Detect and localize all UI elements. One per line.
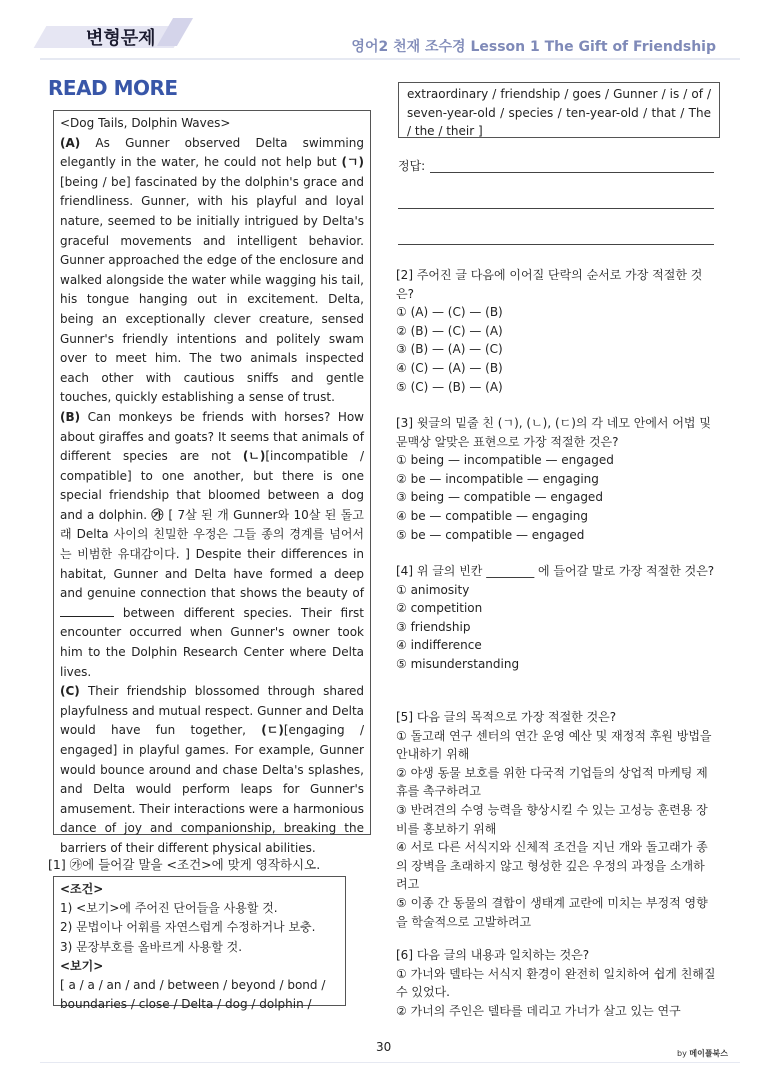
section-title: READ MORE — [48, 76, 178, 100]
paragraph-b — [60, 408, 364, 682]
paragraph-b-text-1: Can monkeys be friends with horses? How about giraffes and goats? It seems that animals of different species are not — [60, 409, 364, 464]
answer-label: 정답: — [398, 159, 426, 173]
paragraph-c — [60, 682, 364, 858]
paragraph-a-text-2: [being / be] fascinated by the dolphin's grace and friendliness. Gunner, with his playful and loyal nature, seemed to be initially intrigued by Delta's graceful movements and intelligent behavior. Gunner approached the edge of the enclosure and walked alongside the water while wagging his tail, his tongue hanging out in excitement. Delta, being an exceptionally clever creature, sensed Gunner's friendly intentions and politely swam over to meet him. The two animals inspected each other with cautious sniffs and gentle touches, quickly establishing a sense of trust. — [60, 174, 364, 405]
paragraph-a — [60, 134, 364, 408]
question-5 — [396, 708, 716, 931]
question-2-prompt: [2] 주어진 글 다음에 이어질 단락의 순서로 가장 적절한 것은? — [396, 268, 703, 301]
paragraph-b-text-4: between different species. Their first encounter occurred when Gunner's owner took him to the Dolphin Research Center where Delta lives. — [60, 605, 364, 679]
question-1-prompt: [1] ㉮에 들어갈 말을 <조건>에 맞게 영작하시오. — [48, 857, 321, 872]
option[interactable]: ⑤ (C) — (B) — (A) — [396, 379, 503, 394]
option[interactable]: ② 야생 동물 보호를 위한 다국적 기업들의 상업적 마케팅 제휴를 촉구하려고 — [396, 765, 708, 799]
header-label: 변형문제 — [86, 28, 156, 49]
word-bank-title: <보기> — [60, 958, 104, 973]
answer-blank — [60, 604, 114, 617]
header-divider — [40, 58, 740, 60]
footer-divider — [40, 1062, 740, 1063]
answer-line-2[interactable] — [398, 208, 714, 209]
paragraph-c-text-1: Their friendship blossomed through shared playfulness and mutual respect. Gunner and Delta would have fun together, — [60, 684, 364, 738]
option[interactable]: ③ (B) — (A) — (C) — [396, 342, 503, 357]
condition-1: 1) <보기>에 주어진 단어들을 사용할 것. — [60, 901, 278, 916]
publisher-brand: 메이플북스 — [689, 1049, 728, 1058]
publisher-credit — [677, 1048, 728, 1059]
option[interactable]: ④ 서로 다른 서식지와 신체적 조건을 지닌 개와 돌고래가 종의 장벽을 초래하지 않고 형성한 깊은 우정의 과정을 소개하려고 — [396, 840, 708, 892]
answer-line-1[interactable] — [430, 172, 714, 173]
mark-giyeok: (ㄱ) — [341, 155, 364, 170]
word-bank-part-1: [ a / a / an / and / between / beyond / bond / boundaries / close / Delta / dog / dolphin / — [60, 978, 326, 1012]
word-bank-continued: extraordinary / friendship / goes / Gunner / is / of / seven-year-old / species / ten-year-old / that / The / the / their ] — [398, 82, 720, 138]
option[interactable]: ⑤ be — compatible — engaged — [396, 527, 585, 542]
paragraph-c-text-2: [engaging / engaged] in playful games. For example, Gunner would bounce around and chase Delta's splashes, and Delta would perform leaps for Gunner's amusement. Their interactions were a harmonious dance of joy and companionship, breaking the barriers of their different physical abilities. — [60, 723, 364, 855]
option[interactable]: ④ indifference — [396, 638, 482, 653]
option[interactable]: ② 가너의 주인은 델타를 데리고 가너가 살고 있는 연구 — [396, 1003, 681, 1018]
paragraph-c-label: (C) — [60, 684, 80, 699]
mark-digeut: (ㄷ) — [261, 723, 284, 738]
option[interactable]: ④ (C) — (A) — (B) — [396, 360, 503, 375]
option[interactable]: ① being — incompatible — engaged — [396, 453, 614, 468]
paragraph-b-text-2: [incompatible / compatible] to one another, but there is one special friendship that bloomed between a dog and a dolphin. — [60, 449, 365, 522]
passage-box — [53, 110, 371, 855]
by-label: by — [677, 1049, 687, 1058]
condition-3: 3) 문장부호를 올바르게 사용할 것. — [60, 939, 243, 954]
condition-2: 2) 문법이나 어휘를 자연스럽게 수정하거나 보충. — [60, 920, 316, 935]
option[interactable]: ③ being — compatible — engaged — [396, 490, 603, 505]
option[interactable]: ① (A) — (C) — (B) — [396, 305, 503, 320]
question-3-prompt: [3] 윗글의 밑줄 친 (ㄱ), (ㄴ), (ㄷ)의 각 네모 안에서 어법 및 문맥상 알맞은 표현으로 가장 적절한 것은? — [396, 416, 711, 449]
question-5-prompt: [5] 다음 글의 목적으로 가장 적절한 것은? — [396, 710, 617, 724]
option[interactable]: ⑤ 이종 간 동물의 결합이 생태계 교란에 미치는 부정적 영향을 학술적으로 고발하려고 — [396, 895, 708, 929]
question-4-prompt: [4] 위 글의 빈칸 ________ 에 들어갈 말로 가장 적절한 것은? — [396, 564, 715, 578]
answer-line-3[interactable] — [398, 244, 714, 245]
mark-nieun: (ㄴ) — [242, 449, 266, 464]
paragraph-b-label: (B) — [60, 409, 81, 424]
condition-title: <조건> — [60, 882, 104, 896]
question-6 — [396, 946, 716, 1020]
option[interactable]: ② competition — [396, 601, 483, 616]
option[interactable]: ② (B) — (C) — (A) — [396, 323, 503, 338]
option[interactable]: ⑤ misunderstanding — [396, 656, 520, 671]
paragraph-b-text-3: [ 7살 된 개 Gunner와 10살 된 돌고래 Delta 사이의 친밀한 우정은 그들 종의 경계를 넘어서는 비범한 유대감이다. ] Despite their differences in habitat, Gunner and Delta have formed a deep and genuine connection that shows the beauty of — [60, 507, 364, 601]
question-3 — [396, 414, 716, 544]
question-2 — [396, 266, 716, 396]
paragraph-a-label: (A) — [60, 135, 81, 150]
question-6-prompt: [6] 다음 글의 내용과 일치하는 것은? — [396, 948, 590, 962]
option[interactable]: ① 돌고래 연구 센터의 연간 운영 예산 및 재정적 후원 방법을 안내하기 위해 — [396, 728, 712, 762]
option[interactable]: ① animosity — [396, 582, 470, 597]
paragraph-a-text-1: As Gunner observed Delta swimming elegantly in the water, he could not help but — [60, 135, 364, 170]
option[interactable]: ③ 반려견의 수영 능력을 향상시킬 수 있는 고성능 훈련용 장비를 홍보하기 위해 — [396, 802, 708, 836]
option[interactable]: ④ be — compatible — engaging — [396, 508, 588, 523]
header-title: 영어2 천재 조수경 Lesson 1 The Gift of Friendship — [351, 39, 716, 55]
option[interactable]: ① 가너와 델타는 서식지 환경이 완전히 일치하여 쉽게 친해질 수 있었다. — [396, 966, 716, 1000]
page-number: 30 — [376, 1040, 392, 1054]
question-4 — [396, 562, 716, 674]
condition-box — [53, 876, 346, 1012]
option[interactable]: ② be — incompatible — engaging — [396, 471, 599, 486]
mark-ga: ㉮ — [151, 507, 164, 522]
passage-title: <Dog Tails, Dolphin Waves> — [60, 116, 231, 130]
option[interactable]: ③ friendship — [396, 619, 471, 634]
